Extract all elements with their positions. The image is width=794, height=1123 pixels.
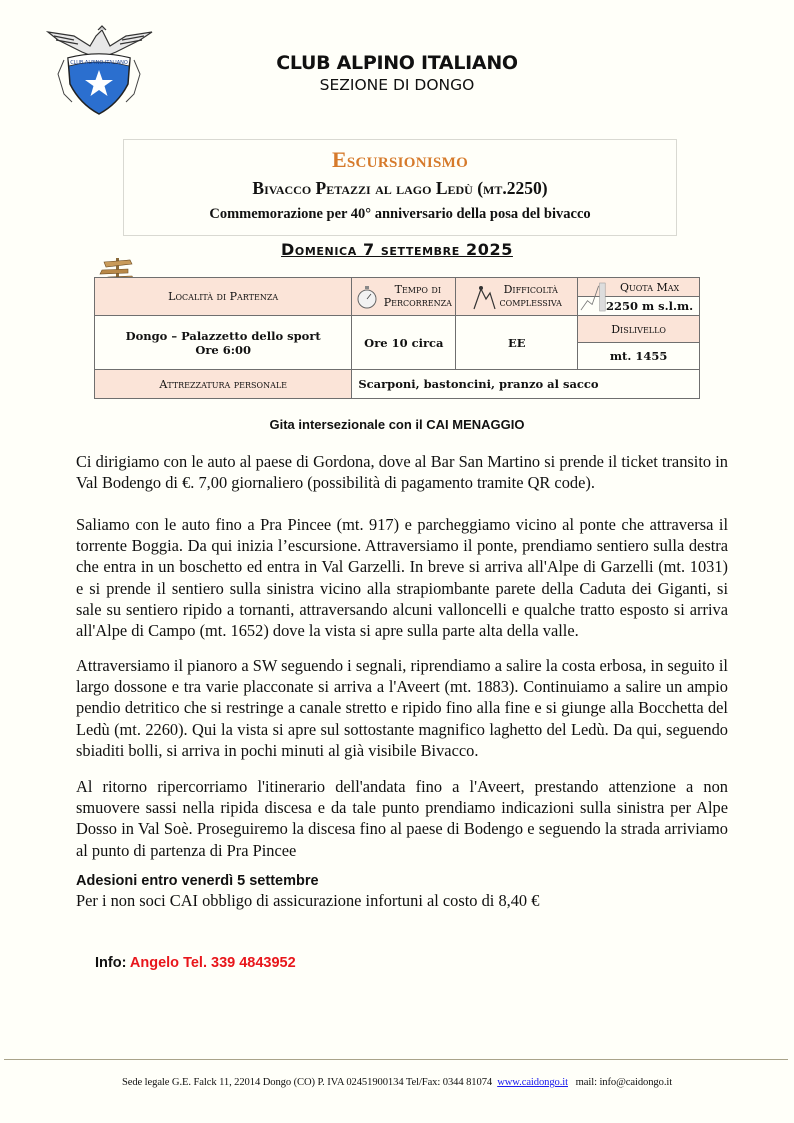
departure-header: Località di Partenza bbox=[95, 278, 352, 316]
body-paragraph: Attraversiamo il pianoro a SW seguendo i segnali, riprendiamo a salire la costa erbosa, in seguito il largo dossone e tra varie placconate si arriva a l'Aveert (mt. 1883). Continuiamo a salire un ampio pendio detritico che si restringe a canale stretto e ripido fino alla fine e si giunge alla Bocchetta del Ledù (mt. 2260). Qui la vista si apre sul sottostante magnifico laghetto del Ledù. Da qui, seguendo sbiaditi bolli, si arriva in pochi minuti al già visibile Bivacco. bbox=[76, 656, 728, 760]
event-subtitle: Commemorazione per 40° anniversario della posa del bivacco bbox=[209, 206, 591, 222]
info-phone: Angelo Tel. 339 4843952 bbox=[129, 955, 296, 971]
footer bbox=[0, 1077, 794, 1088]
category-title: Escursionismo bbox=[331, 147, 469, 172]
info-label: Info: bbox=[95, 955, 127, 971]
max-altitude-label: Quota Max bbox=[619, 280, 680, 294]
difficulty-header bbox=[456, 278, 578, 316]
departure-time: Ore 6:00 bbox=[195, 342, 251, 357]
equipment-header: Attrezzatura personale bbox=[95, 370, 352, 399]
elevation-gain-header: Dislivello bbox=[578, 316, 700, 343]
org-name: CLUB ALPINO ITALIANO bbox=[276, 52, 518, 74]
info-contact bbox=[95, 955, 296, 971]
header bbox=[200, 52, 594, 94]
max-altitude-header bbox=[578, 278, 700, 297]
footer-divider bbox=[4, 1059, 788, 1060]
event-date-text: Domenica 7 settembre 2025 bbox=[281, 240, 513, 259]
max-altitude-value: 2250 m s.l.m. bbox=[578, 297, 700, 316]
elevation-gain-value: mt. 1455 bbox=[578, 343, 700, 370]
intersectional-note: Gita intersezionale con il CAI MENAGGIO bbox=[269, 417, 525, 432]
body-paragraph: Saliamo con le auto fino a Pra Pincee (mt. 917) e parcheggiamo vicino al ponte che attraversa il torrente Boggia. Da qui inizia l’escursione. Attraversiamo il ponte, prendiamo sentiero sulla destra che entra in un boschetto ed entra in Val Garzelli. In breve si arriva all'Alpe di Garzelli (mt. 1031) e si prende il sentiero sulla sinistra vicino alla strapiombante parete della Caduta dei Giganti, si sale su sentiero ripido a tornanti, attraversando alcuni valloncelli e qualche tratto esposto si arriva all'Alpe di Campo (mt. 1652) dove la vista si apre sulla parte alta della valle. bbox=[76, 515, 728, 641]
body-paragraph: Al ritorno ripercorriamo l'itinerario dell'andata fino a l'Aveert, prestando attenzione a non smuovere sassi nella ripida discesa e da tale punto prendiamo indicazioni sulla sinistra per Alpe Dosso in Val Soè. Proseguiremo la discesa fino al paese di Bodengo e seguendo la strada arriviamo al punto di partenza di Pra Pincee bbox=[76, 777, 728, 860]
duration-header-line1: Tempo di bbox=[394, 282, 442, 296]
climber-icon bbox=[472, 283, 496, 311]
difficulty-header-line2: complessiva bbox=[499, 295, 562, 309]
duration-header bbox=[352, 278, 456, 316]
destination-title: Bivacco Petazzi al lago Ledù (mt.2250) bbox=[252, 178, 548, 198]
title-box bbox=[123, 139, 677, 236]
excursion-info-table bbox=[94, 277, 700, 399]
cai-logo bbox=[44, 24, 154, 116]
registration-deadline: Adesioni entro venerdì 5 settembre bbox=[76, 873, 319, 889]
altimeter-icon bbox=[580, 280, 608, 314]
departure-place: Dongo – Palazzetto dello sport bbox=[125, 328, 321, 343]
difficulty-header-line1: Difficoltà bbox=[503, 282, 558, 296]
body-paragraph: Ci dirigiamo con le auto al paese di Gordona, dove al Bar San Martino si prende il ticket transito in Val Bodengo di €. 7,00 giornaliero (possibilità di pagamento tramite QR code). bbox=[76, 452, 728, 493]
departure-value bbox=[95, 316, 352, 370]
logo-text: CLUB ALPINO ITALIANO bbox=[70, 60, 128, 66]
insurance-note: Per i non soci CAI obbligo di assicurazione infortuni al costo di 8,40 € bbox=[76, 891, 540, 910]
footer-mail: mail: info@caidongo.it bbox=[575, 1077, 673, 1088]
eagle-icon bbox=[48, 26, 152, 56]
duration-header-line2: Percorrenza bbox=[383, 295, 452, 309]
website-link[interactable]: www.caidongo.it bbox=[497, 1077, 568, 1088]
difficulty-value: EE bbox=[456, 316, 578, 370]
stopwatch-icon bbox=[356, 283, 380, 311]
footer-address: Sede legale G.E. Falck 11, 22014 Dongo (CO) P. IVA 02451900134 Tel/Fax: 0344 81074 bbox=[121, 1077, 493, 1088]
section-name: SEZIONE DI DONGO bbox=[319, 76, 475, 94]
equipment-value: Scarponi, bastoncini, pranzo al sacco bbox=[352, 370, 700, 399]
duration-value: Ore 10 circa bbox=[352, 316, 456, 370]
